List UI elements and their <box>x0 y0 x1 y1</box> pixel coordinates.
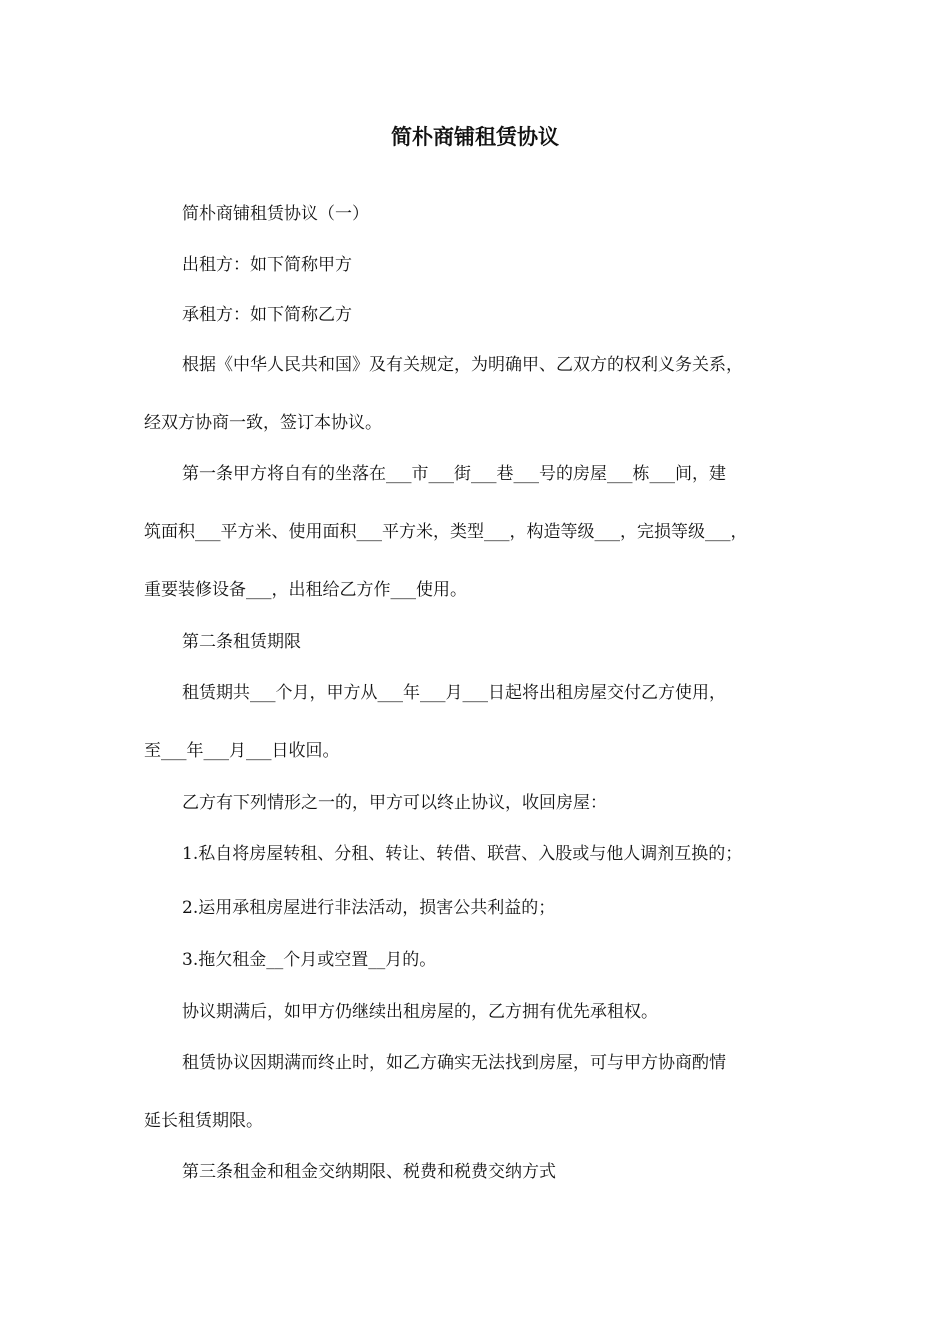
extension-line2: 延长租赁期限。 <box>144 1111 263 1131</box>
article-two-heading: 第二条租赁期限 <box>182 632 301 652</box>
paragraph-basis-line2: 经双方协商一致，签订本协议。 <box>144 413 382 433</box>
paragraph-subtitle: 简朴商铺租赁协议（一） <box>182 204 369 224</box>
lease-term-line1: 租赁期共___个月，甲方从___年___月___日起将出租房屋交付乙方使用， <box>182 683 726 703</box>
termination-intro: 乙方有下列情形之一的，甲方可以终止协议，收回房屋： <box>182 793 607 813</box>
termination-item-3: 3.拖欠租金__个月或空置__月的。 <box>182 950 437 970</box>
article-one-line1: 第一条甲方将自有的坐落在___市___街___巷___号的房屋___栋___间，建 <box>182 464 726 484</box>
termination-item-2: 2.运用承租房屋进行非法活动，损害公共利益的； <box>182 898 556 918</box>
article-one-line2: 筑面积___平方米、使用面积___平方米，类型___，构造等级___，完损等级___， <box>144 522 748 542</box>
article-three-heading: 第三条租金和租金交纳期限、税费和税费交纳方式 <box>182 1162 556 1182</box>
paragraph-lessor: 出租方：如下简称甲方 <box>182 255 352 275</box>
extension-line1: 租赁协议因期满而终止时，如乙方确实无法找到房屋，可与甲方协商酌情 <box>182 1053 726 1073</box>
paragraph-basis-line1: 根据《中华人民共和国》及有关规定，为明确甲、乙双方的权利义务关系， <box>182 355 743 375</box>
paragraph-lessee: 承租方：如下简称乙方 <box>182 305 352 325</box>
article-one-line3: 重要装修设备___，出租给乙方作___使用。 <box>144 580 467 600</box>
document-title: 简朴商铺租赁协议 <box>391 124 559 149</box>
termination-item-1: 1.私自将房屋转租、分租、转让、转借、联营、入股或与他人调剂互换的； <box>182 844 743 864</box>
priority-renewal: 协议期满后，如甲方仍继续出租房屋的，乙方拥有优先承租权。 <box>182 1002 658 1022</box>
lease-term-line2: 至___年___月___日收回。 <box>144 741 340 761</box>
